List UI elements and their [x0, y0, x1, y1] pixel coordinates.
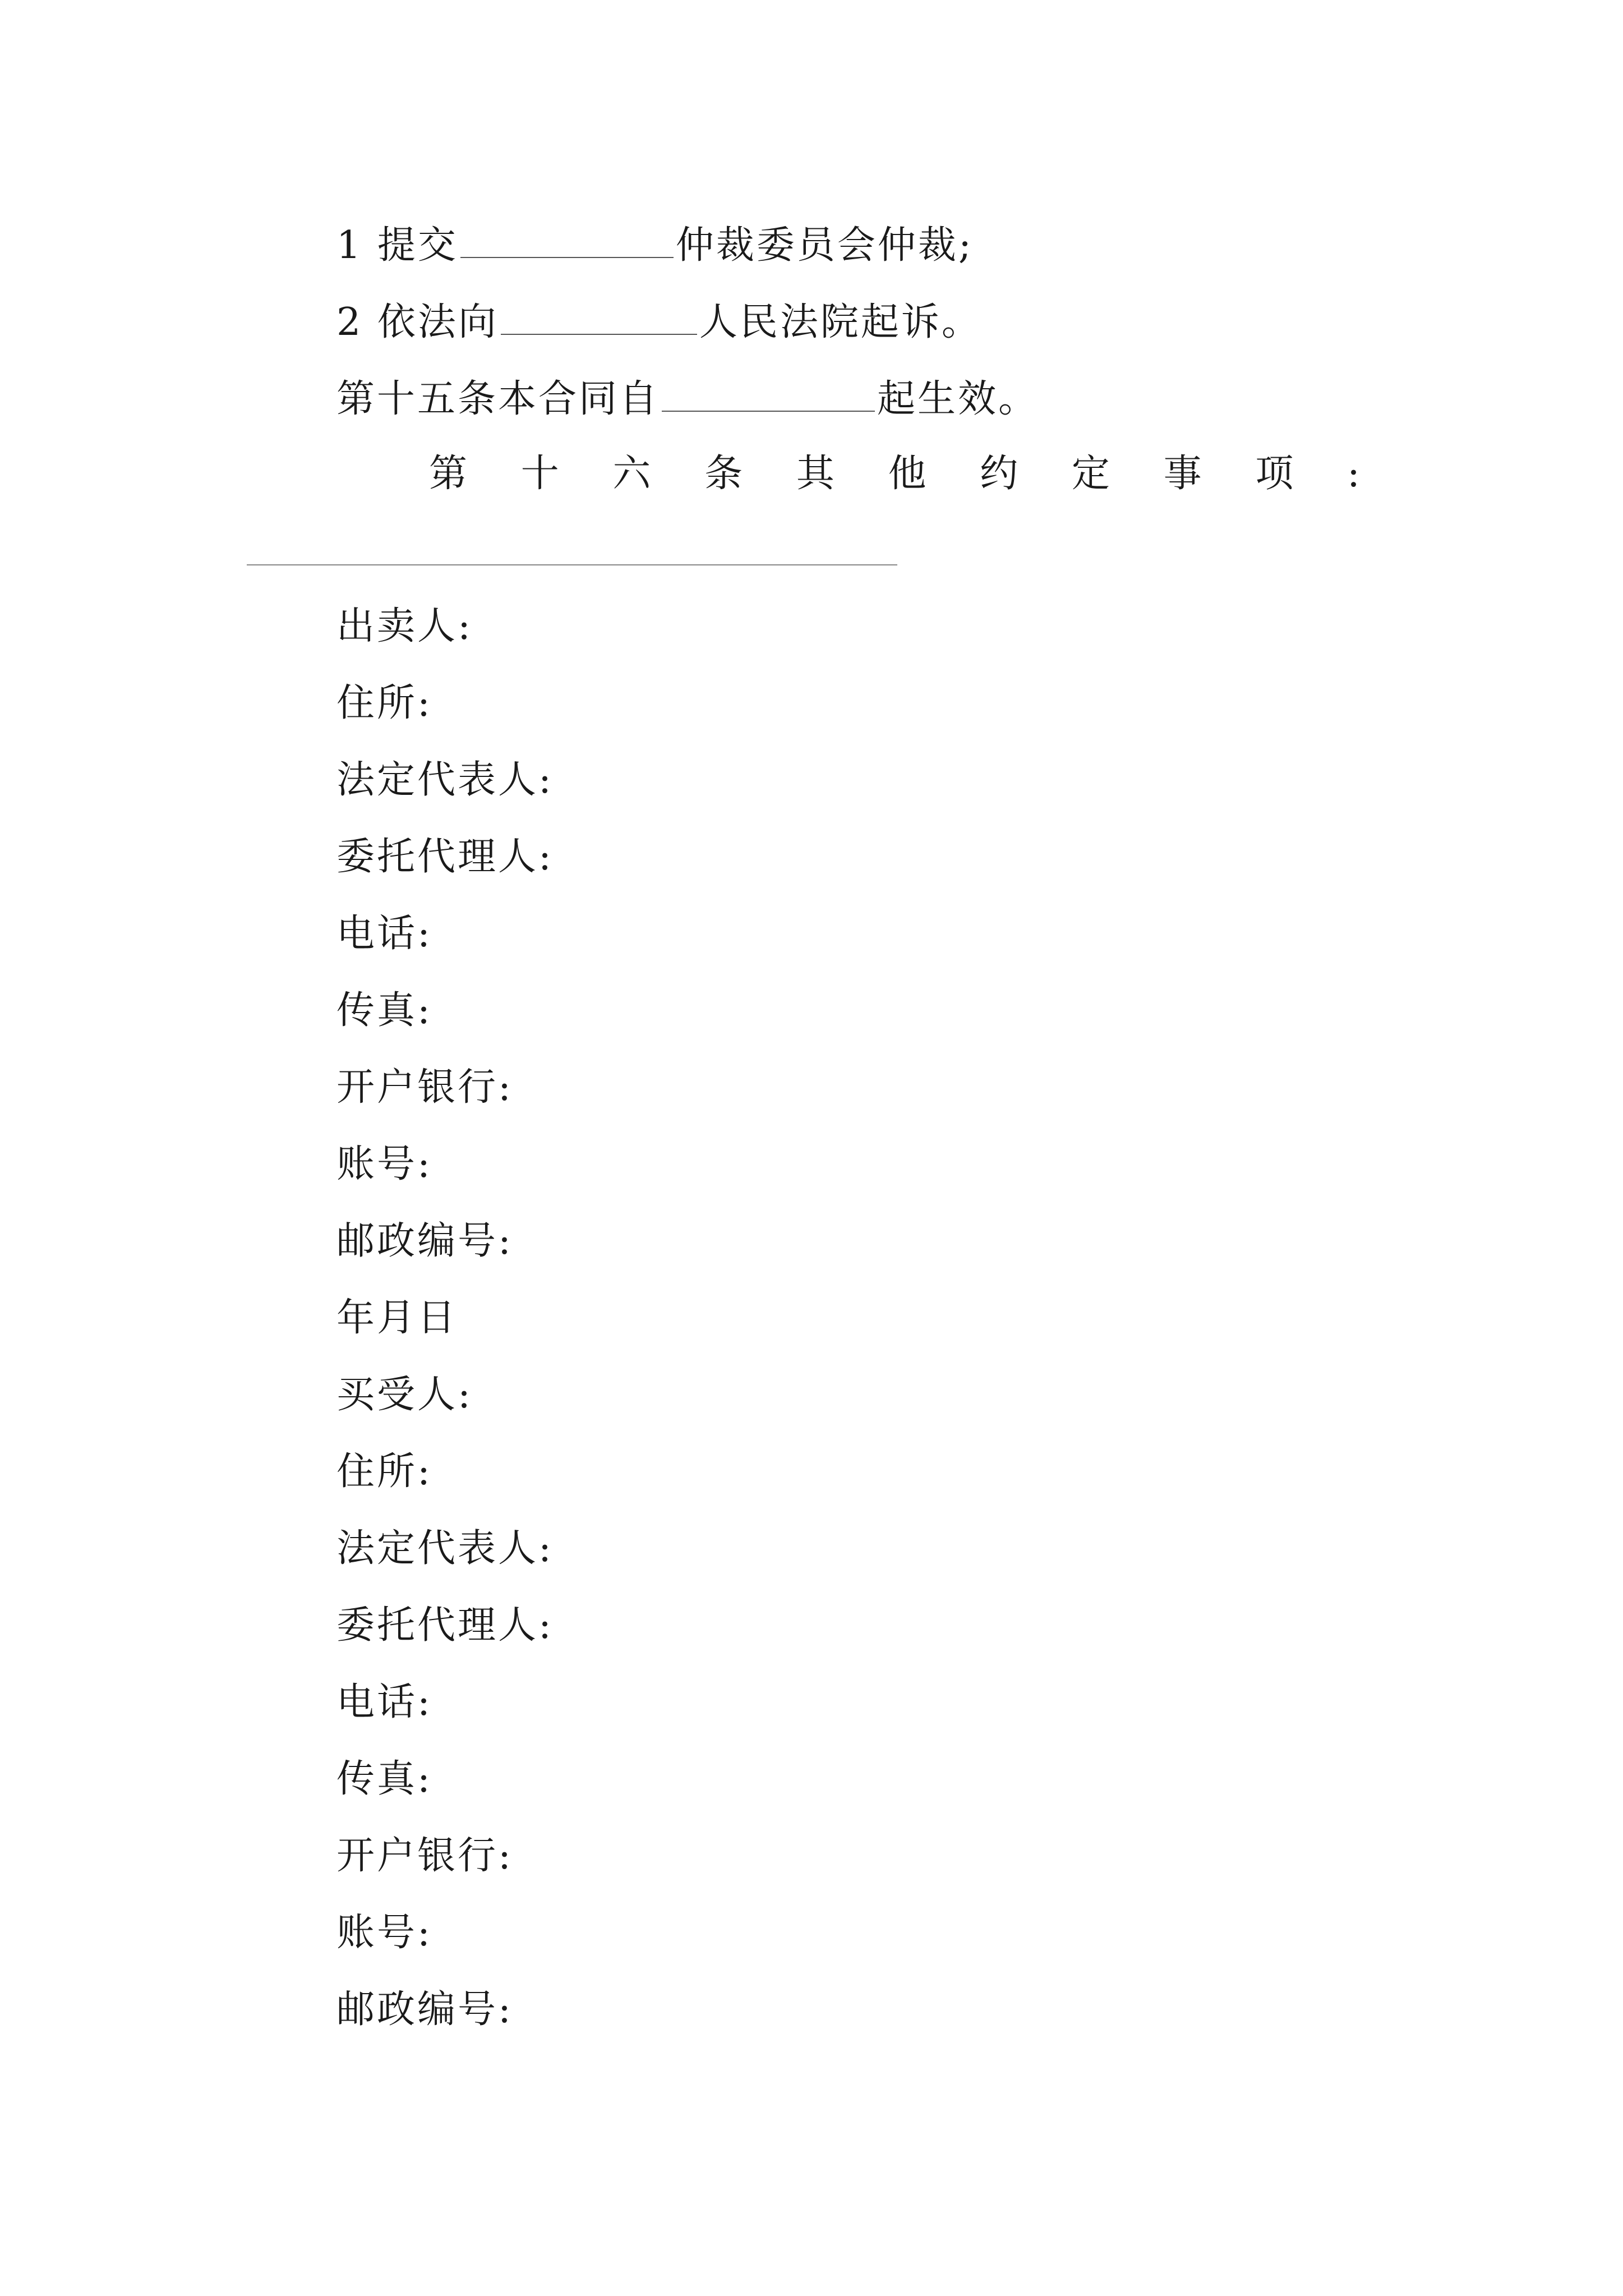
seller-date: 年月日 [336, 1296, 458, 1340]
buyer-postcode: 邮政编号: [336, 1987, 513, 2032]
clause15-suffix: 起生效。 [877, 377, 1039, 421]
item1-prefix: 1 提交 [336, 223, 458, 268]
buyer-legal-rep: 法定代表人: [336, 1526, 554, 1571]
buyer-agent: 委托代理人: [336, 1603, 554, 1648]
clause-item-1 [336, 218, 974, 268]
seller-postcode: 邮政编号: [336, 1219, 513, 1263]
seller-bank: 开户银行: [336, 1065, 513, 1110]
buyer-fax: 传真: [336, 1757, 432, 1801]
item2-prefix: 2 依法向 [336, 300, 499, 344]
buyer-party: 买受人: [336, 1373, 473, 1417]
clause16-char: 约 [980, 452, 1018, 496]
seller-fax: 传真: [336, 988, 432, 1033]
arbitration-commission-blank[interactable] [460, 218, 674, 258]
seller-legal-rep: 法定代表人: [336, 758, 554, 802]
clause16-char: 十 [520, 452, 559, 496]
seller-account: 账号: [336, 1142, 432, 1186]
seller-agent: 委托代理人: [336, 835, 554, 879]
effective-date-blank[interactable] [662, 371, 875, 412]
clause15-prefix: 第十五条本合同自 [336, 377, 660, 421]
seller-address: 住所: [336, 681, 432, 725]
seller-phone: 电话: [336, 912, 432, 956]
clause16-char: 定 [1071, 452, 1110, 496]
seller-party: 出卖人: [336, 604, 473, 648]
clause16-char: 事 [1163, 452, 1202, 496]
item2-suffix: 人民法院起诉。 [699, 300, 982, 344]
clause16-char: 项 [1255, 452, 1294, 496]
buyer-phone: 电话: [336, 1680, 432, 1724]
clause16-char: 条 [704, 452, 743, 496]
clause-16-heading [429, 449, 1360, 499]
clause16-char: 六 [612, 452, 651, 496]
clause16-char: 第 [429, 452, 468, 496]
other-terms-blank-line[interactable] [247, 564, 897, 565]
clause16-char: 其 [796, 452, 834, 496]
clause16-char: : [1347, 452, 1360, 496]
buyer-account: 账号: [336, 1911, 432, 1955]
clause16-char: 他 [888, 452, 926, 496]
clause-15 [336, 371, 1039, 422]
buyer-address: 住所: [336, 1450, 432, 1494]
item1-suffix: 仲裁委员会仲裁; [675, 223, 974, 268]
buyer-bank: 开户银行: [336, 1834, 513, 1878]
court-blank[interactable] [501, 295, 697, 335]
clause-item-2 [336, 295, 982, 345]
